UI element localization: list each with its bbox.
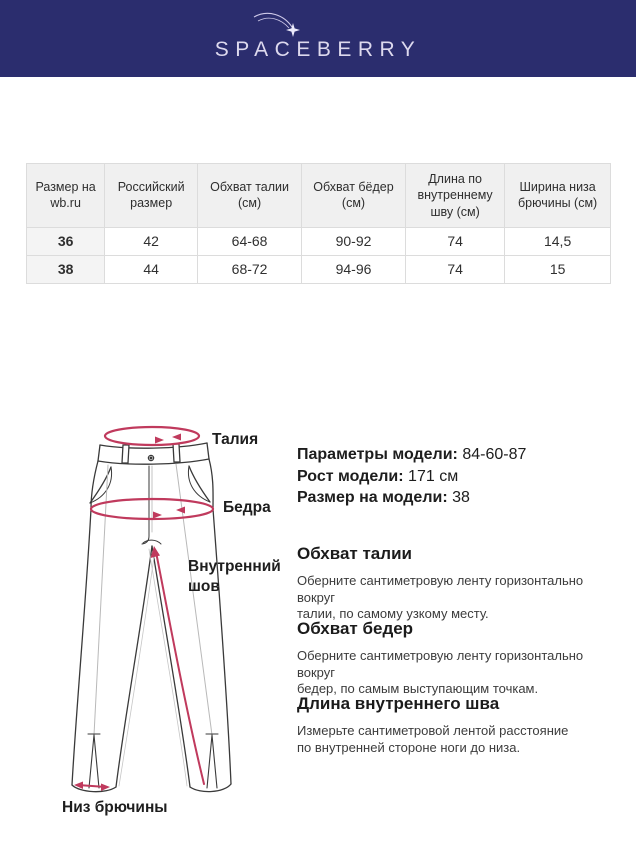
waist-label: Талия: [212, 431, 259, 448]
size-cell: 15: [505, 255, 611, 283]
brand-logo: [188, 7, 448, 71]
model-height-line: [297, 466, 526, 488]
size-cell: 94-96: [302, 255, 406, 283]
column-header-inseam-length: Длина по внутреннему шву (см): [405, 164, 504, 228]
section-waist-description: [297, 573, 619, 623]
model-size-value: 38: [452, 489, 470, 506]
description-line: талии, по самому узкому месту.: [297, 606, 489, 621]
section-waist-title: Обхват талии: [297, 544, 412, 563]
section-hips-title: Обхват бедер: [297, 619, 414, 638]
model-height-value: 171 см: [408, 467, 459, 485]
description-line: бедер, по самым выступающим точкам.: [297, 681, 539, 696]
column-header-hem-width: Ширина низа брючины (см): [505, 164, 611, 228]
size-cell: 90-92: [302, 227, 406, 255]
shooting-star-icon: [254, 13, 300, 37]
description-line: по внутренней стороне ноги до низа.: [297, 739, 521, 755]
model-parameters-value: 84-60-87: [462, 446, 527, 463]
model-height-label: Рост модели:: [297, 467, 404, 485]
hips-label: Бедра: [223, 499, 271, 516]
column-header-russian-size: Российский размер: [105, 164, 198, 228]
column-header-waist: Обхват талии (см): [198, 164, 302, 228]
size-cell: 74: [405, 227, 504, 255]
model-size-line: [297, 487, 526, 509]
size-cell: 14,5: [505, 227, 611, 255]
table-row-size-38: [27, 255, 611, 283]
waist-measure-ellipse: [105, 427, 199, 445]
brand-name: SPACEBERRY: [214, 38, 422, 61]
column-header-hips: Обхват бёдер (см): [302, 164, 406, 228]
size-cell: 68-72: [198, 255, 302, 283]
section-waist: [297, 543, 619, 623]
description-line: Оберните сантиметровую ленту горизонтально вокруг: [297, 648, 584, 680]
section-hips: [297, 618, 619, 698]
hem-label: Низ брючины: [62, 799, 168, 816]
section-inseam: [297, 693, 619, 756]
size-cell: 42: [105, 227, 198, 255]
description-line: Оберните сантиметровую ленту горизонтально вокруг: [297, 573, 584, 605]
section-inseam-description: [297, 723, 619, 756]
table-header-row: [27, 164, 611, 228]
header-bar: [0, 0, 636, 77]
trousers-drawing: [72, 443, 231, 792]
section-inseam-title: Длина внутреннего шва: [297, 694, 500, 713]
column-header-wb-size: Размер на wb.ru: [27, 164, 105, 228]
model-size-label: Размер на модели:: [297, 489, 448, 506]
model-parameters-label: Параметры модели:: [297, 446, 458, 463]
description-line: Измерьте сантиметровой лентой расстояние: [297, 723, 569, 738]
size-cell: 36: [27, 227, 105, 255]
section-hips-description: [297, 648, 619, 698]
size-cell: 74: [405, 255, 504, 283]
size-table: [26, 163, 611, 284]
size-cell: 38: [27, 255, 105, 283]
model-info: [297, 444, 526, 509]
model-parameters-line: [297, 444, 526, 466]
size-cell: 64-68: [198, 227, 302, 255]
inseam-label: Внутренний шов: [188, 558, 281, 595]
trousers-diagram: [18, 412, 298, 812]
table-row-size-36: [27, 227, 611, 255]
size-cell: 44: [105, 255, 198, 283]
